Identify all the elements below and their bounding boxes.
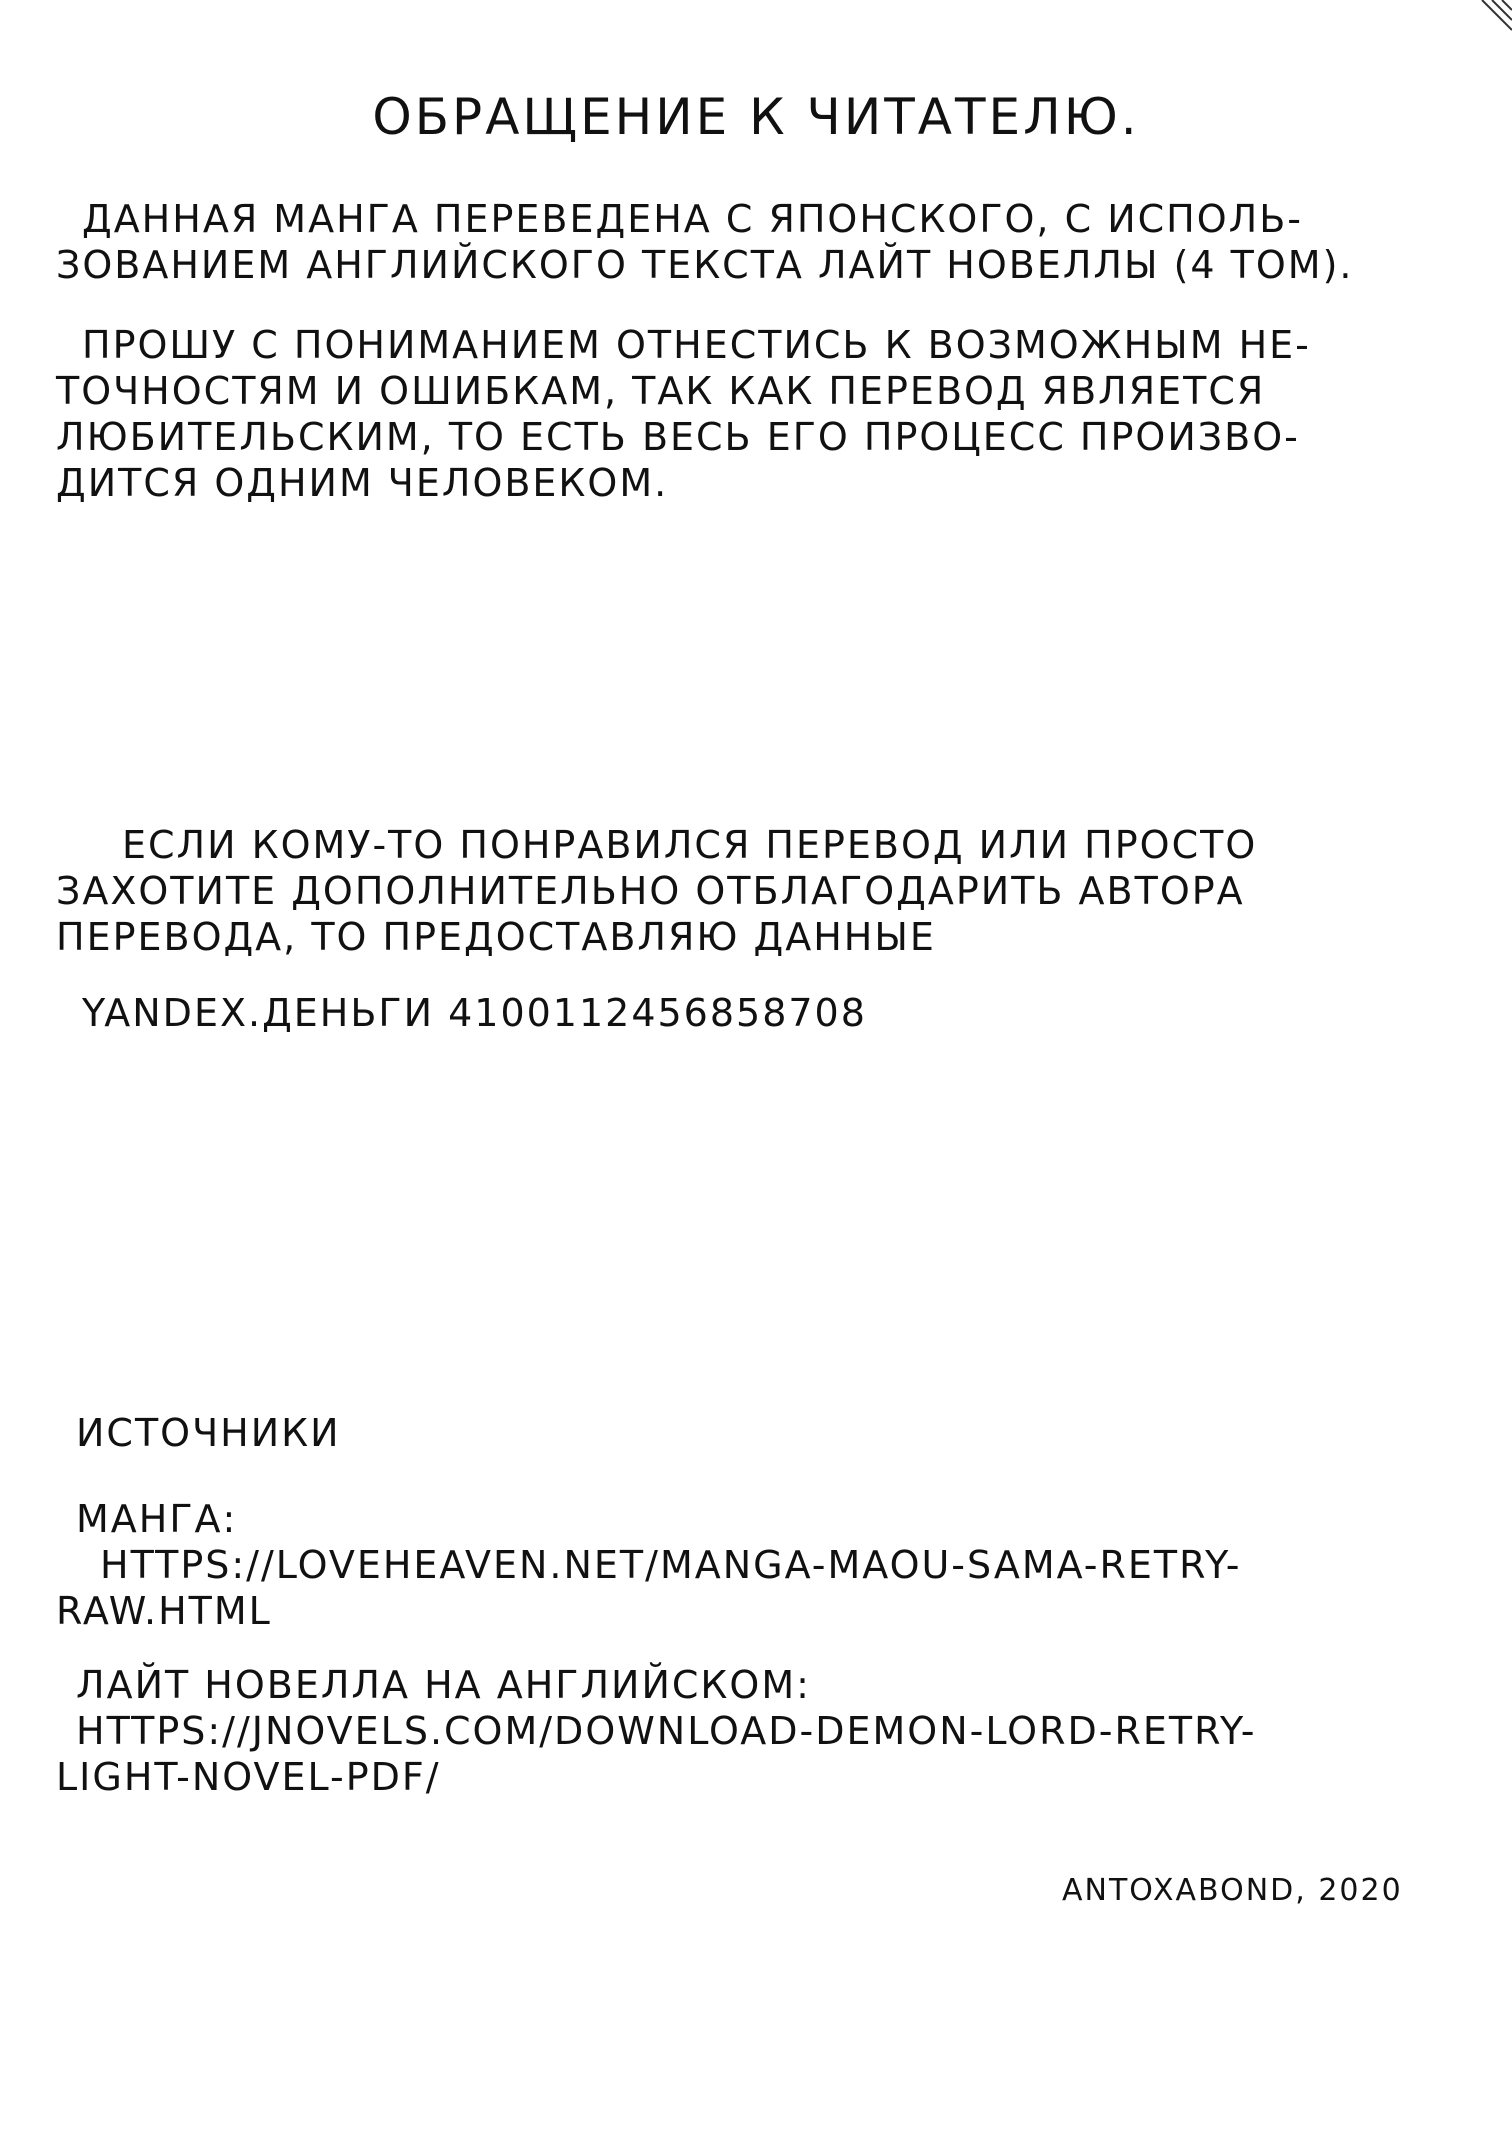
novel-label: ЛАЙТ НОВЕЛЛА НА АНГЛИЙСКОМ: (76, 1663, 811, 1707)
apology-line-4: ДИТСЯ ОДНИМ ЧЕЛОВЕКОМ. (56, 461, 669, 505)
manga-url-line-1: HTTPS://LOVEHEAVEN.NET/MANGA-MAOU-SAMA-RETRY- (100, 1543, 1242, 1587)
intro-line-1: ДАННАЯ МАНГА ПЕРЕВЕДЕНА С ЯПОНСКОГО, С ИСПОЛЬ- (82, 197, 1303, 241)
novel-url-line-1: HTTPS://JNOVELS.COM/DOWNLOAD-DEMON-LORD-RETRY- (76, 1709, 1257, 1753)
novel-url-line-2: LIGHT-NOVEL-PDF/ (56, 1755, 441, 1799)
sources-heading: ИСТОЧНИКИ (76, 1411, 341, 1455)
donation-line-3: ПЕРЕВОДА, ТО ПРЕДОСТАВЛЯЮ ДАННЫЕ (56, 915, 936, 959)
manga-url-line-2: RAW.HTML (56, 1589, 272, 1633)
donation-line-1: ЕСЛИ КОМУ-ТО ПОНРАВИЛСЯ ПЕРЕВОД ИЛИ ПРОСТО (122, 823, 1258, 867)
intro-line-2: ЗОВАНИЕМ АНГЛИЙСКОГО ТЕКСТА ЛАЙТ НОВЕЛЛЫ (4 ТОМ). (56, 243, 1354, 287)
apology-line-3: ЛЮБИТЕЛЬСКИМ, ТО ЕСТЬ ВЕСЬ ЕГО ПРОЦЕСС ПРОИЗВО- (56, 415, 1300, 459)
apology-line-1: ПРОШУ С ПОНИМАНИЕМ ОТНЕСТИСЬ К ВОЗМОЖНЫМ НЕ- (82, 323, 1311, 367)
corner-mark-graphic (1472, 0, 1512, 40)
manga-label: МАНГА: (76, 1497, 238, 1541)
page-title: ОБРАЩЕНИЕ К ЧИТАТЕЛЮ. (372, 88, 1140, 146)
payment-details: YANDEX.ДЕНЬГИ 410011245685870​8 (82, 991, 867, 1035)
apology-line-2: ТОЧНОСТЯМ И ОШИБКАМ, ТАК КАК ПЕРЕВОД ЯВЛЯЕТСЯ (56, 369, 1266, 413)
donation-line-2: ЗАХОТИТЕ ДОПОЛНИТЕЛЬНО ОТБЛАГОДАРИТЬ АВТОРА (56, 869, 1245, 913)
signature: ANTOXABOND, 2020 (1062, 1873, 1403, 1908)
